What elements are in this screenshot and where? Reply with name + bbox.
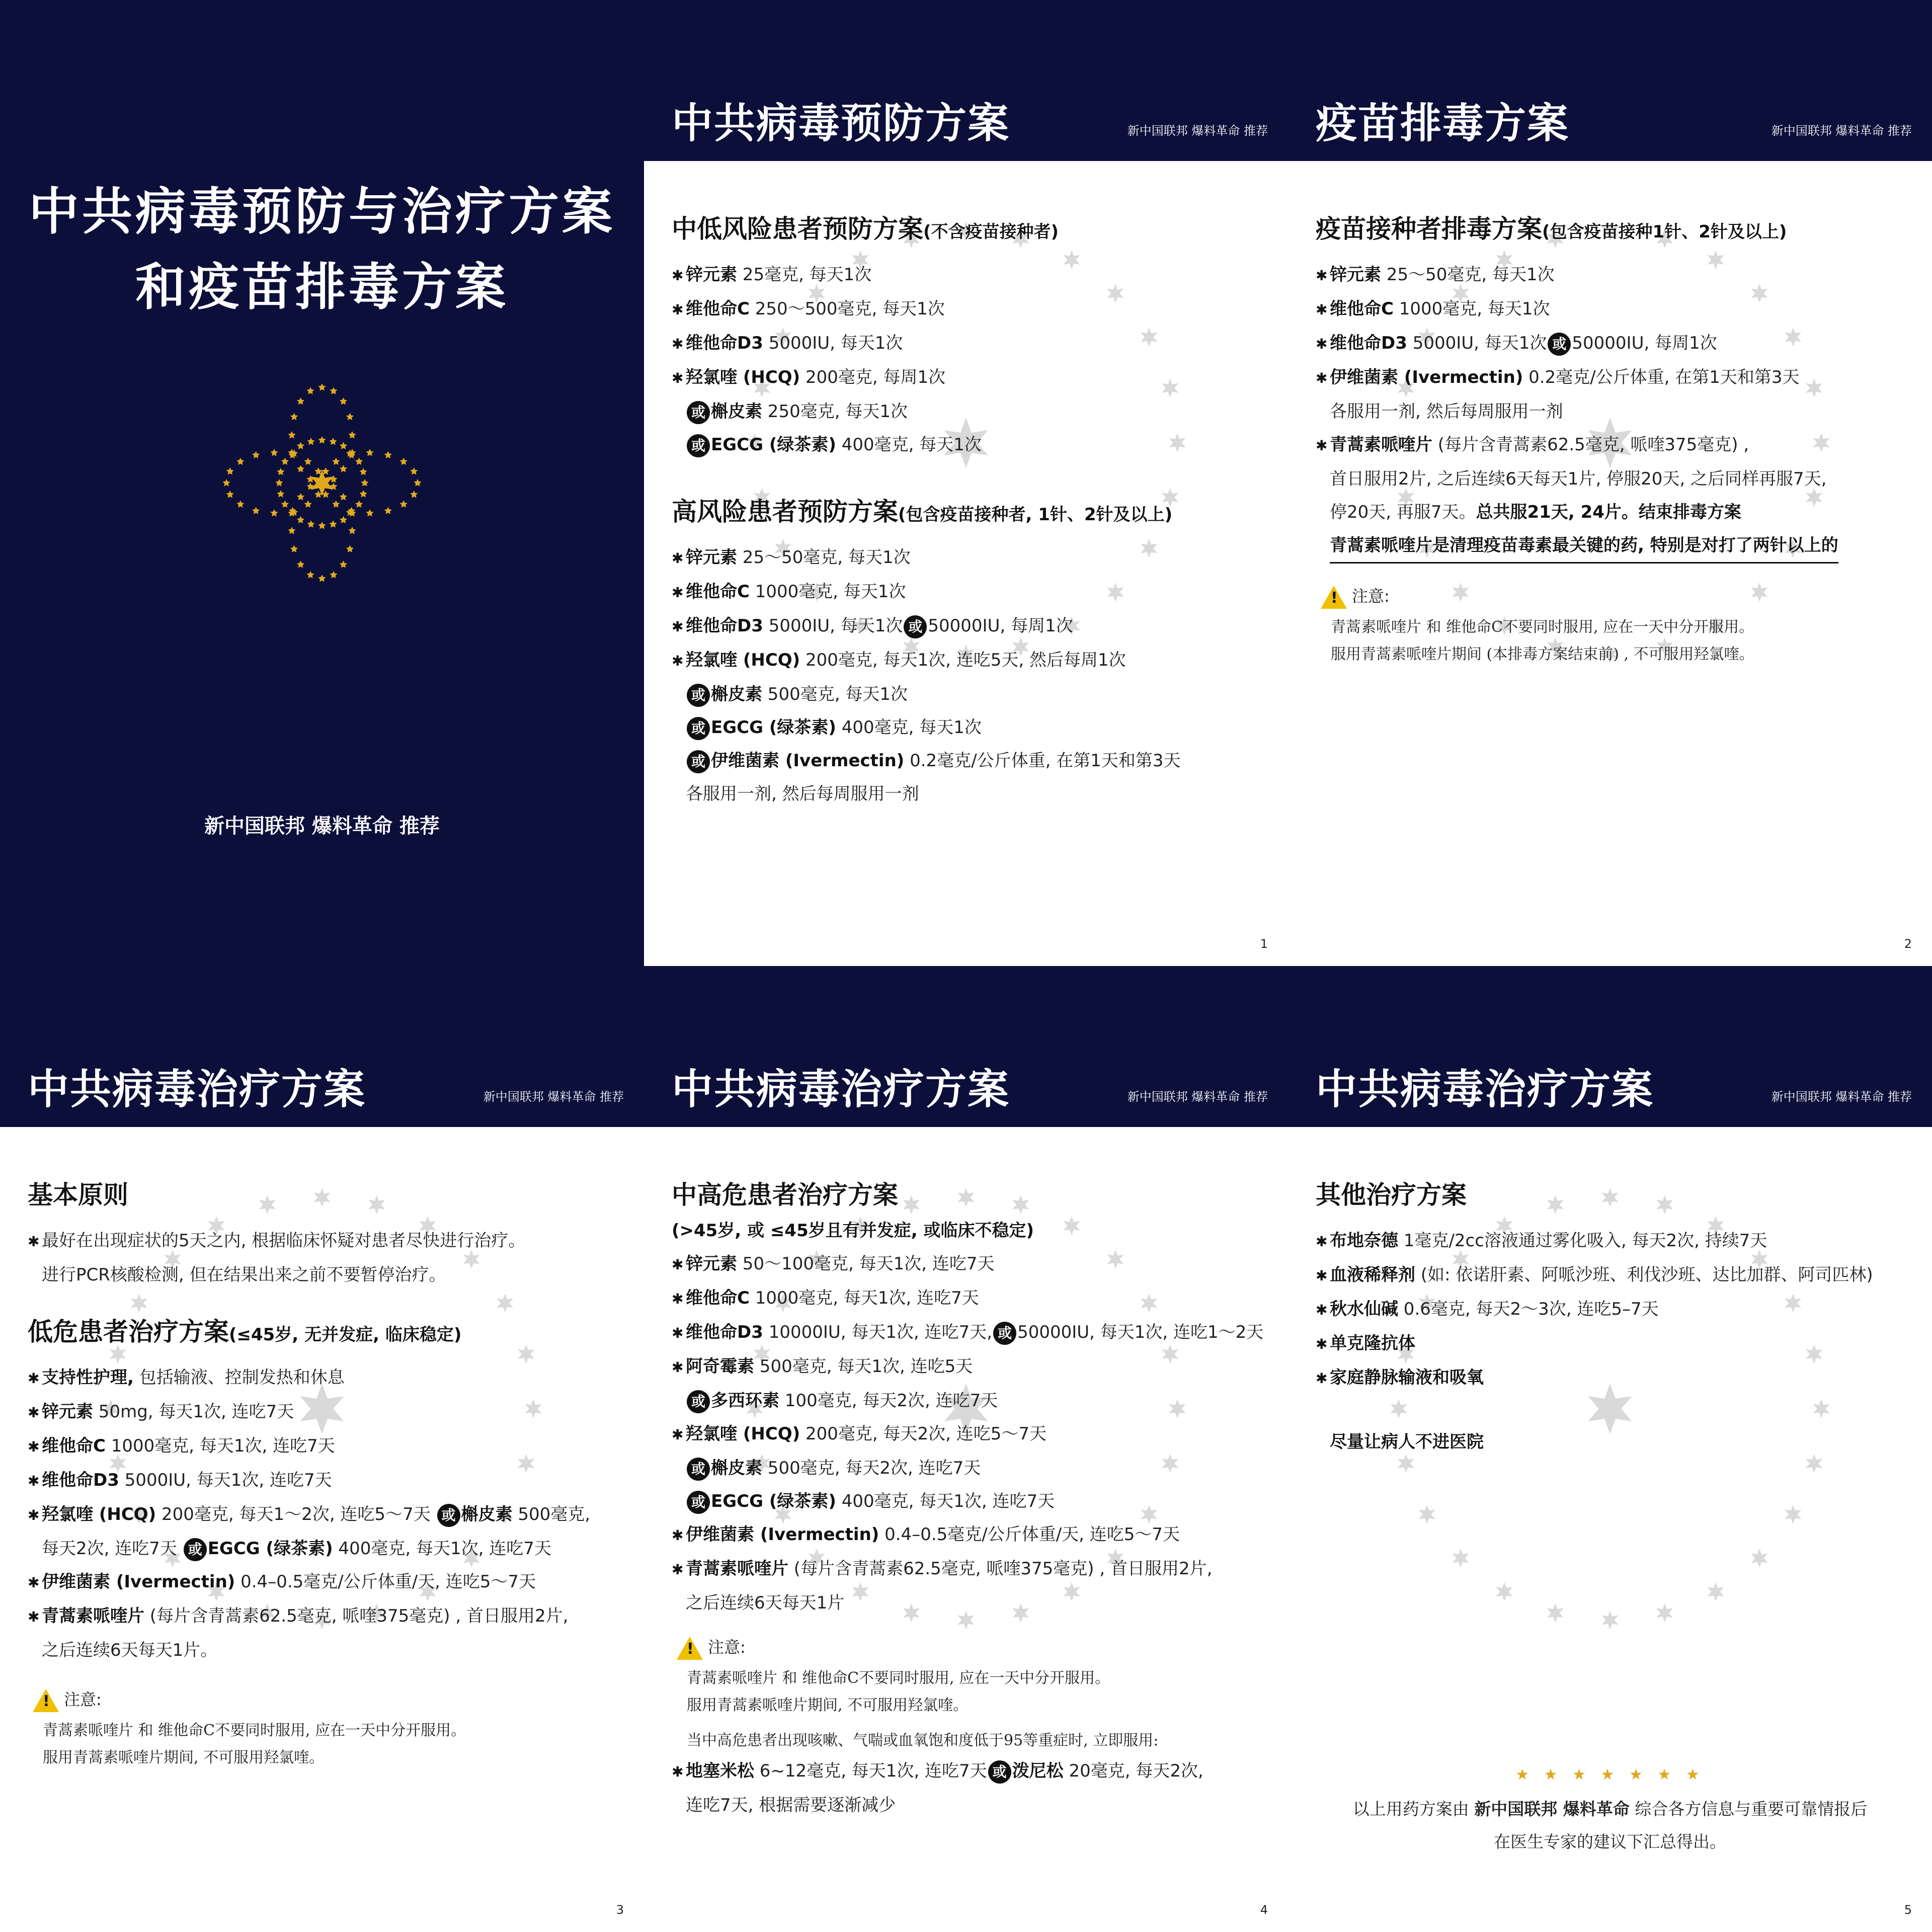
header-recommend: 新中国联邦 爆料革命 推荐 — [483, 1090, 624, 1104]
or-badge: 或 — [687, 1491, 710, 1514]
slide-header — [644, 966, 1288, 1127]
list-item: 或 多西环素 100毫克, 每天2次, 连吃7天 — [672, 1384, 1270, 1417]
footer-line-2: 在医生专家的建议下汇总得出。 — [1494, 1832, 1726, 1852]
list-item: ✱ 锌元素 50mg, 每天1次, 连吃7天 — [28, 1402, 294, 1422]
list-item: ✱ 伊维菌素 (Ivermectin) 0.4–0.5毫克/公斤体重/天, 连吃5～7天 — [672, 1524, 1180, 1545]
note-text: 服用青蒿素哌喹片期间, 不可服用羟氯喹。 — [687, 1697, 969, 1714]
page-number: 5 — [1904, 1903, 1912, 1917]
list-item: ✱ 羟氯喹 (HCQ) 200毫克, 每周1次 — [672, 367, 946, 387]
warning-icon: ! — [677, 1637, 703, 1660]
note-heading: ! 注意: — [677, 1635, 1270, 1660]
cover-title-line1: 中共病毒预防与治疗方案 — [29, 182, 615, 241]
note-heading: ! 注意: — [1321, 584, 1914, 609]
section-title: 基本原则 — [28, 1180, 128, 1210]
list-item: ✱ 羟氯喹 (HCQ) 200毫克, 每天1～2次, 连吃5～7天 或 槲皮素 500毫克, — [28, 1498, 626, 1532]
slide-body — [0, 1127, 644, 1932]
list-item: ✱ 维他命D3 5000IU, 每天1次 — [672, 333, 903, 353]
slide-body — [644, 161, 1288, 966]
section-title: 中低风险患者预防方案(不含疫苗接种者) — [672, 214, 1059, 244]
slide-header — [1288, 966, 1932, 1127]
cover-title-line2: 和疫苗排毒方案 — [135, 258, 509, 316]
page-title: 中共病毒预防方案 — [672, 100, 1010, 147]
list-item: ✱ 锌元素 50～100毫克, 每天1次, 连吃7天 — [672, 1254, 995, 1274]
page-title: 疫苗排毒方案 — [1316, 100, 1570, 147]
list-item: 或 槲皮素 500毫克, 每天2次, 连吃7天 — [672, 1452, 1270, 1485]
page-number: 1 — [1260, 937, 1268, 951]
or-badge: 或 — [687, 717, 710, 740]
list-item: ✱ 伊维菌素 (Ivermectin) 0.2毫克/公斤体重, 在第1天和第3天 — [1316, 367, 1800, 387]
list-item: ✱ 单克隆抗体 — [1316, 1333, 1415, 1353]
list-item: ✱ 家庭静脉输液和吸氧 — [1316, 1367, 1484, 1388]
slide-treatment-low — [0, 966, 644, 1932]
list-item: ✱ 地塞米松 6~12毫克, 每天1次, 连吃7天 或 泼尼松 20毫克, 每天2次, — [672, 1754, 1270, 1789]
slide-body — [644, 1127, 1288, 1932]
or-badge: 或 — [1548, 333, 1571, 356]
list-item: ✱ 维他命C 1000毫克, 每天1次, 连吃7天 — [672, 1288, 979, 1308]
list-item: ✱ 秋水仙碱 0.6毫克, 每天2～3次, 连吃5–7天 — [1316, 1299, 1659, 1319]
list-item: ✱ 羟氯喹 (HCQ) 200毫克, 每天1次, 连吃5天, 然后每周1次 — [672, 650, 1126, 670]
list-item-continued: 之后连续6天每天1片 — [686, 1593, 845, 1613]
list-item: ✱ 青蒿素哌喹片 (每片含青蒿素62.5毫克, 哌喹375毫克) , 首日服用2片, — [28, 1606, 569, 1626]
section-title: 其他治疗方案 — [1316, 1180, 1467, 1210]
cover-slide — [0, 0, 644, 966]
or-badge: 或 — [687, 1458, 710, 1481]
section-title: 低危患者治疗方案(≤45岁, 无并发症, 临床稳定) — [28, 1317, 462, 1346]
note-text: 服用青蒿素哌喹片期间, 不可服用羟氯喹。 — [43, 1749, 325, 1766]
or-badge: 或 — [687, 401, 710, 424]
section-title: 中高危患者治疗方案 — [672, 1180, 898, 1210]
or-badge: 或 — [687, 1390, 710, 1413]
list-item: ✱ 羟氯喹 (HCQ) 200毫克, 每天2次, 连吃5～7天 — [672, 1424, 1047, 1444]
note-text: 当中高危患者出现咳嗽、气喘或血氧饱和度低于95等重症时, 立即服用: — [687, 1732, 1159, 1749]
section-title: 疫苗接种者排毒方案(包含疫苗接种1针、2针及以上) — [1316, 214, 1787, 244]
cover-recommend: 新中国联邦 爆料革命 推荐 — [204, 815, 440, 838]
page-title: 中共病毒治疗方案 — [28, 1066, 366, 1113]
or-badge: 或 — [184, 1538, 207, 1561]
list-item-continued: 进行PCR核酸检测, 但在结果出来之前不要暂停治疗。 — [42, 1265, 446, 1285]
list-item: ✱ 维他命C 1000毫克, 每天1次 — [1316, 299, 1550, 319]
list-item-continued: 连吃7天, 根据需要逐渐减少 — [686, 1795, 896, 1815]
section-subtitle: (>45岁, 或 ≤45岁且有并发症, 或临床不稳定) — [672, 1221, 1034, 1241]
slide-other-treatment — [1288, 966, 1932, 1932]
list-item: ✱ 阿奇霉素 500毫克, 每天1次, 连吃5天 — [672, 1356, 973, 1377]
list-item: ✱ 维他命D3 5000IU, 每天1次 或 50000IU, 每周1次 — [672, 609, 1270, 643]
note-text: 青蒿素哌喹片 和 维他命C不要同时服用, 应在一天中分开服用。 — [687, 1669, 1110, 1687]
list-item: ✱ 锌元素 25毫克, 每天1次 — [672, 265, 872, 285]
list-item: ✱ 锌元素 25～50毫克, 每天1次 — [672, 547, 911, 568]
page-number: 4 — [1260, 1903, 1268, 1917]
list-item: ✱ 锌元素 25～50毫克, 每天1次 — [1316, 265, 1555, 285]
page-number: 2 — [1904, 937, 1912, 951]
section-title: 高风险患者预防方案(包含疫苗接种者, 1针、2针及以上) — [672, 497, 1173, 526]
header-recommend: 新中国联邦 爆料革命 推荐 — [1771, 124, 1912, 138]
page-number: 3 — [616, 1903, 624, 1917]
page-title: 中共病毒治疗方案 — [672, 1066, 1010, 1113]
slide-treatment-high — [644, 966, 1288, 1932]
note-text: 服用青蒿素哌喹片期间 (本排毒方案结束前) , 不可服用羟氯喹。 — [1331, 646, 1754, 663]
slide-vaccine-detox — [1288, 0, 1932, 966]
list-item: ✱ 伊维菌素 (Ivermectin) 0.4–0.5毫克/公斤体重/天, 连吃5～7天 — [28, 1572, 536, 1592]
list-item: 或 EGCG (绿茶素) 400毫克, 每天1次 — [672, 428, 1270, 461]
advice-text: 尽量让病人不进医院 — [1330, 1432, 1484, 1452]
or-badge: 或 — [687, 434, 710, 457]
list-item: 或 伊维菌素 (Ivermectin) 0.2毫克/公斤体重, 在第1天和第3天 — [672, 744, 1270, 777]
key-statement: 青蒿素哌喹片是清理疫苗毒素最关键的药, 特别是对打了两针以上的 — [1316, 529, 1914, 564]
list-item-continued: 各服用一剂, 然后每周服用一剂 — [686, 784, 919, 804]
note-heading: ! 注意: — [33, 1687, 626, 1712]
list-item: ✱ 青蒿素哌喹片 (每片含青蒿素62.5毫克, 哌喹375毫克) , — [1316, 435, 1749, 455]
list-item: ✱ 血液稀释剂 (如: 依诺肝素、阿哌沙班、利伐沙班、达比加群、阿司匹林) — [1316, 1265, 1873, 1285]
list-item: 或 EGCG (绿茶素) 400毫克, 每天1次 — [672, 711, 1270, 744]
warning-icon: ! — [33, 1689, 59, 1712]
or-badge: 或 — [437, 1504, 460, 1527]
header-recommend: 新中国联邦 爆料革命 推荐 — [1127, 1090, 1268, 1104]
or-badge: 或 — [988, 1760, 1011, 1784]
gold-stars-row: ★ ★ ★ ★ ★ ★ ★ — [1515, 1766, 1705, 1784]
list-item: ✱ 青蒿素哌喹片 (每片含青蒿素62.5毫克, 哌喹375毫克) , 首日服用2片, — [672, 1559, 1213, 1579]
list-item-continued: 之后连续6天每天1片。 — [42, 1640, 218, 1660]
list-item: ✱ 最好在出现症状的5天之内, 根据临床怀疑对患者尽快进行治疗。 — [28, 1231, 526, 1251]
or-badge: 或 — [687, 684, 710, 707]
list-item: ✱ 布地奈德 1毫克/2cc溶液通过雾化吸入, 每天2次, 持续7天 — [1316, 1231, 1767, 1251]
slide-body — [1288, 1127, 1932, 1932]
list-item: ✱ 维他命D3 10000IU, 每天1次, 连吃7天, 或 50000IU, 每天1次, 连吃1～2天 — [672, 1316, 1270, 1350]
footer-line-1: 以上用药方案由 新中国联邦 爆料革命 综合各方信息与重要可靠情报后 — [1352, 1799, 1868, 1819]
list-item-continued: 各服用一剂, 然后每周服用一剂 — [1330, 401, 1563, 422]
list-item: ✱ 维他命D3 5000IU, 每天1次, 连吃7天 — [28, 1470, 332, 1490]
header-recommend: 新中国联邦 爆料革命 推荐 — [1771, 1090, 1912, 1104]
list-item: ✱ 支持性护理, 包括输液、控制发热和休息 — [28, 1367, 345, 1388]
list-item: 或 EGCG (绿茶素) 400毫克, 每天1次, 连吃7天 — [672, 1485, 1270, 1518]
warning-icon: ! — [1321, 586, 1347, 609]
or-badge: 或 — [687, 750, 710, 773]
list-item: 或 槲皮素 250毫克, 每天1次 — [672, 395, 1270, 428]
note-text: 青蒿素哌喹片 和 维他命C不要同时服用, 应在一天中分开服用。 — [1331, 618, 1754, 636]
page-title: 中共病毒治疗方案 — [1316, 1066, 1654, 1113]
slide-header — [0, 966, 644, 1127]
list-item: ✱ 维他命D3 5000IU, 每天1次 或 50000IU, 每周1次 — [1316, 327, 1914, 361]
cover-emblem — [201, 362, 443, 604]
header-recommend: 新中国联邦 爆料革命 推荐 — [1127, 124, 1268, 138]
or-badge: 或 — [904, 615, 927, 638]
list-item: 或 槲皮素 500毫克, 每天1次 — [672, 678, 1270, 711]
slide-prevention — [644, 0, 1288, 966]
list-item-continued: 每天2次, 连吃7天 或 EGCG (绿茶素) 400毫克, 每天1次, 连吃7天 — [28, 1532, 626, 1565]
list-item: ✱ 维他命C 1000毫克, 每天1次, 连吃7天 — [28, 1436, 335, 1456]
list-item-continued: 首日服用2片, 之后连续6天每天1片, 停服20天, 之后同样再服7天, — [1330, 469, 1827, 489]
note-text: 青蒿素哌喹片 和 维他命C不要同时服用, 应在一天中分开服用。 — [43, 1722, 466, 1739]
slide-header — [644, 0, 1288, 161]
list-item: ✱ 维他命C 1000毫克, 每天1次 — [672, 582, 906, 602]
list-item: ✱ 维他命C 250～500毫克, 每天1次 — [672, 299, 945, 319]
list-item-continued: 停20天, 再服7天。总共服21天, 24片。结束排毒方案 — [1330, 502, 1741, 522]
or-badge: 或 — [993, 1322, 1016, 1345]
slide-body — [1288, 161, 1932, 966]
slide-header — [1288, 0, 1932, 161]
